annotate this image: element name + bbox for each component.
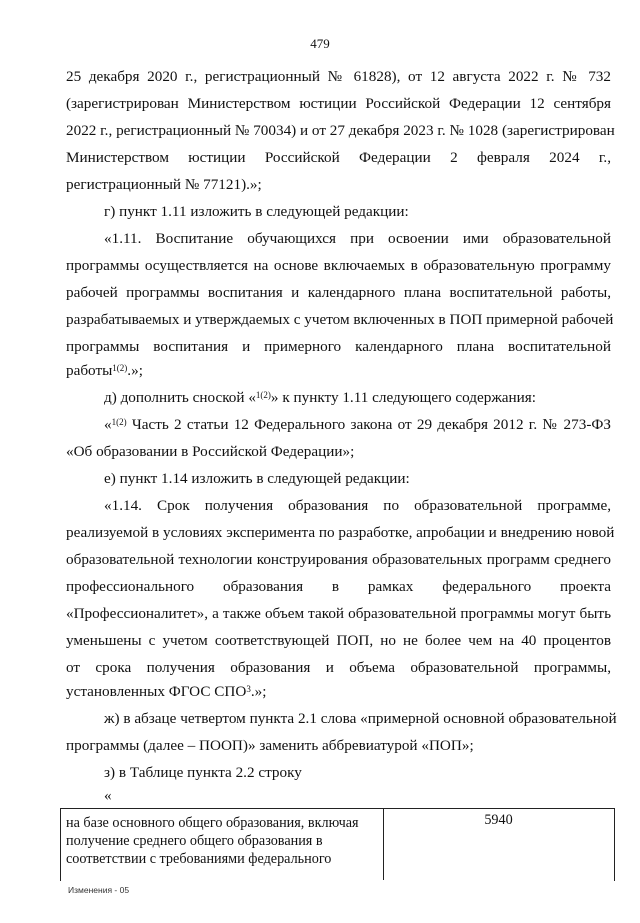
- line-text: .»;: [127, 362, 143, 379]
- footnote-ref: 1(2): [255, 390, 271, 400]
- text-line: «: [104, 787, 112, 804]
- table-cell-value: 5940: [484, 812, 513, 828]
- text-line: от срока получения образования и объема образовательной программы,: [66, 659, 611, 676]
- text-line: регистрационный № 77121).»;: [66, 176, 262, 193]
- line-text: .»;: [250, 683, 267, 700]
- text-line: Министерством юстиции Российской Федерации 2 февраля 2024 г.,: [66, 149, 611, 166]
- line-text: работы: [66, 362, 113, 379]
- table-cell-description: [66, 814, 378, 868]
- line-text: «: [104, 416, 112, 433]
- text-line: з) в Таблице пункта 2.2 строку: [104, 764, 302, 781]
- text-line: 2022 г., регистрационный № 70034) и от 27 декабря 2023 г. № 1028 (зарегистрирован: [66, 122, 615, 139]
- text-line: программы (далее – ПООП)» заменить аббревиатурой «ПОП»;: [66, 737, 474, 754]
- text-line: программы осуществляется на основе включаемых в образовательную программу: [66, 257, 611, 274]
- text-line: [66, 683, 611, 701]
- table-cell-line: на базе основного общего образования, включая: [66, 815, 359, 831]
- line-text: д) дополнить сноской «: [104, 389, 256, 406]
- text-line: «1.11. Воспитание обучающихся при освоении ими образовательной: [104, 230, 611, 247]
- text-line: «Об образовании в Российской Федерации»;: [66, 443, 355, 460]
- text-line: разрабатываемых и утверждаемых с учетом включенных в ПОП примерной рабочей: [66, 311, 614, 328]
- line-text: Часть 2 статьи 12 Федерального закона от 29 декабря 2012 г. № 273-ФЗ: [126, 416, 611, 433]
- text-line: уменьшены с учетом соответствующей ПОП, но не более чем на 40 процентов: [66, 632, 611, 649]
- text-line: ж) в абзаце четвертом пункта 2.1 слова «примерной основной образовательной: [104, 710, 617, 727]
- footer-note: Изменения - 05: [68, 885, 130, 895]
- line-text: » к пункту 1.11 следующего содержания:: [270, 389, 537, 406]
- footnote-ref: 3: [246, 684, 251, 694]
- text-line: профессионального образования в рамках федерального проекта: [66, 578, 611, 595]
- table-cell-line: соответствии с требованиями федерального: [66, 851, 332, 867]
- text-line: «1.14. Срок получения образования по образовательной программе,: [104, 497, 611, 514]
- text-line: «Профессионалитет», а также объем такой образовательной программы могут быть: [66, 605, 611, 622]
- text-line: программы воспитания и примерного календарного плана воспитательной: [66, 338, 611, 355]
- text-line: рабочей программы воспитания и календарного плана воспитательной работы,: [66, 284, 611, 301]
- text-line: 25 декабря 2020 г., регистрационный № 61828), от 12 августа 2022 г. № 732: [66, 68, 611, 85]
- text-line: [104, 389, 611, 407]
- text-line: [104, 416, 611, 434]
- footnote-ref: 1(2): [112, 363, 128, 373]
- text-line: (зарегистрирован Министерством юстиции Российской Федерации 12 сентября: [66, 95, 611, 112]
- table-cell-line: получение среднего общего образования в: [66, 833, 323, 849]
- page-number: 479: [310, 36, 330, 51]
- text-line: г) пункт 1.11 изложить в следующей редакции:: [104, 203, 409, 220]
- text-line: реализуемой в условиях эксперимента по разработке, апробации и внедрению новой: [66, 524, 615, 541]
- footnote-ref: 1(2): [111, 417, 127, 427]
- line-text: установленных ФГОС СПО: [66, 683, 247, 700]
- text-line: образовательной технологии конструирования образовательных программ среднего: [66, 551, 611, 568]
- text-line: [66, 362, 611, 380]
- text-line: е) пункт 1.14 изложить в следующей редакции:: [104, 470, 410, 487]
